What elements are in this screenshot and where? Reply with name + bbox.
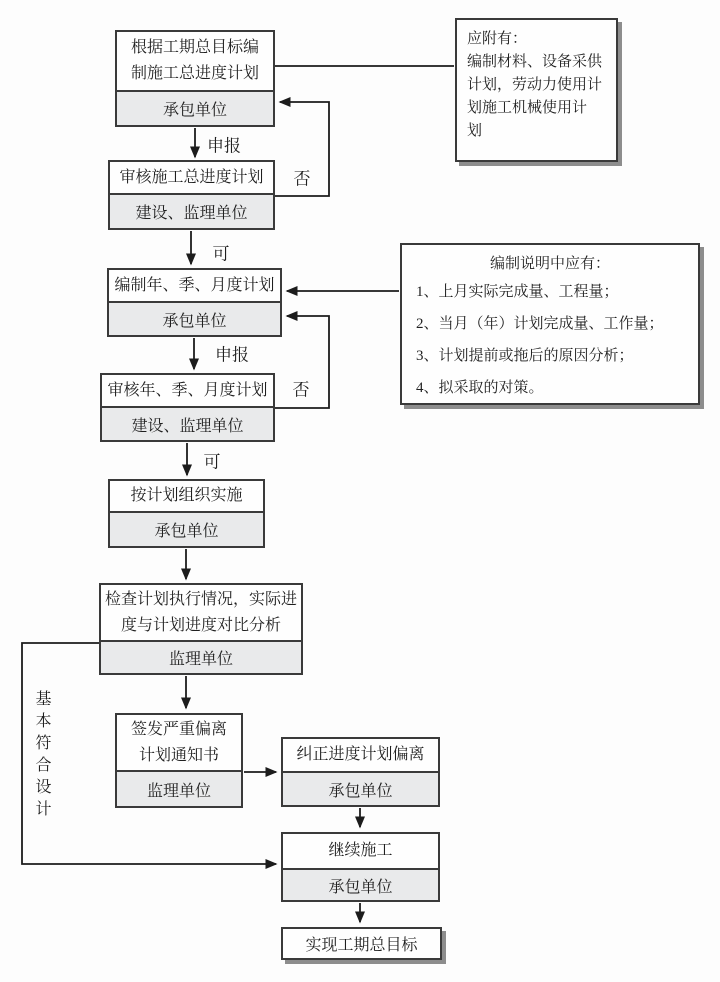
process-box-review-periodic-title: 审核年、季、月度计划 (102, 375, 273, 406)
note-attachments (455, 18, 618, 162)
title-line: 制施工总进度计划 (130, 65, 259, 82)
process-box-goal: 实现工期总目标 (281, 927, 442, 960)
title-line: 检查计划执行情况，实际进 (104, 590, 297, 608)
process-box-plan-total (115, 30, 275, 127)
edge-label-no-2: 否 (292, 380, 310, 400)
note-explanation (400, 243, 700, 405)
edge-label-basic-conform: 基本符合设计 (33, 690, 50, 822)
process-box-inspect-title (101, 585, 301, 640)
note-line: 划施工机械使用计 (467, 100, 588, 116)
process-box-plan-periodic-title: 编制年、季、月度计划 (109, 270, 280, 301)
title-line: 根据工期总目标编 (130, 39, 259, 56)
process-box-implement (108, 479, 265, 548)
process-box-continue-title: 继续施工 (283, 834, 438, 868)
process-box-issue-notice-title (117, 715, 241, 770)
owner-cell: 承包单位 (117, 90, 273, 125)
note-line: 应附有： (467, 31, 528, 47)
owner-cell: 承包单位 (283, 868, 438, 900)
owner-cell: 承包单位 (283, 771, 438, 805)
owner-cell: 承包单位 (110, 511, 263, 546)
edge-label-ok-1: 可 (212, 244, 230, 264)
note-line: 划 (467, 123, 483, 139)
note-item: 1、上月实际完成量、工程量； (416, 284, 619, 300)
edge-label-apply-2: 申报 (215, 345, 249, 365)
title-line: 度与计划进度对比分析 (120, 616, 281, 634)
edge-label-ok-2: 可 (203, 452, 221, 472)
edge-label-apply-1: 申报 (207, 136, 241, 156)
process-box-plan-periodic (107, 268, 282, 337)
title-line: 签发严重偏离 (130, 720, 227, 738)
process-box-plan-total-title (117, 32, 273, 90)
process-box-inspect (99, 583, 303, 675)
edge-label-no-1: 否 (293, 169, 311, 189)
note-line: 编制材料、设备采供 (467, 54, 603, 70)
note-item: 4、拟采取的对策。 (416, 380, 544, 396)
process-box-issue-notice (115, 713, 243, 808)
process-box-review-total-title: 审核施工总进度计划 (110, 162, 273, 193)
note-item: 2、当月（年）计划完成量、工作量； (416, 316, 664, 332)
process-box-implement-title: 按计划组织实施 (110, 481, 263, 511)
owner-cell: 承包单位 (109, 301, 280, 335)
process-box-review-total (108, 160, 275, 230)
owner-cell: 建设、监理单位 (110, 193, 273, 228)
owner-cell: 监理单位 (101, 640, 301, 673)
note-line: 计划，劳动力使用计 (467, 77, 603, 93)
title-line: 计划通知书 (138, 746, 219, 764)
process-box-review-periodic (100, 373, 275, 442)
owner-cell: 监理单位 (117, 770, 241, 806)
process-box-correct (281, 737, 440, 807)
note-item: 3、计划提前或拖后的原因分析； (416, 348, 634, 364)
process-box-continue (281, 832, 440, 902)
note-explanation-title: 编制说明中应有： (489, 256, 610, 272)
owner-cell: 建设、监理单位 (102, 406, 273, 440)
process-box-correct-title: 纠正进度计划偏离 (283, 739, 438, 771)
